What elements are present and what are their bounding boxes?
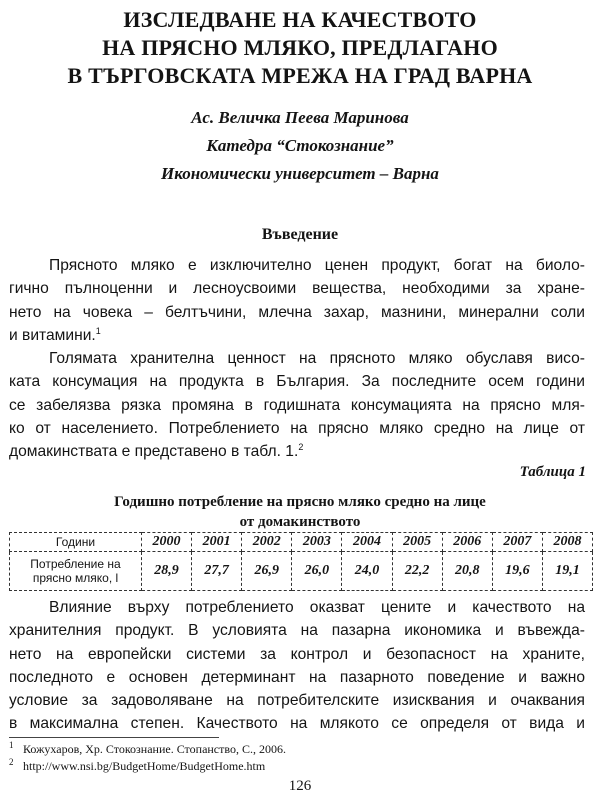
value-cell: 26,0 [292, 552, 342, 591]
value-cell: 19,6 [492, 552, 542, 591]
page-number: 126 [288, 778, 312, 794]
footnote-ref: 2 [298, 442, 304, 452]
value-cell: 19,1 [542, 552, 592, 591]
consumption-table [9, 532, 593, 591]
year-cell: 2006 [442, 533, 492, 552]
footnote-text: Кожухаров, Хр. Стокознание. Стопанство, С., 2006. [23, 742, 286, 756]
paragraph-intro-2 [9, 347, 585, 463]
text-line: се забелязва рязка промяна в годишната консумацията на прясно мля- [9, 396, 585, 414]
text-line: Прясното мляко е изключително ценен продукт, богат на биоло- [49, 257, 585, 274]
table-label: Таблица 1 [519, 464, 586, 480]
footnote-link[interactable]: http://www.nsi.bg/BudgetHome/BudgetHome.htm [23, 759, 266, 773]
caption-line: Годишно потребление на прясно мляко средно на лице [114, 494, 486, 510]
table-row-label: Потребление на прясно мляко, l [10, 552, 142, 591]
paragraph-intro-1 [9, 254, 585, 347]
value-cell: 28,9 [142, 552, 192, 591]
text-line: гично пълноценни и лесноусвоими вещества, необходими за хране- [9, 280, 585, 298]
year-cell: 2004 [342, 533, 392, 552]
author-department: Катедра “Стокознание” [206, 136, 394, 155]
footnotes [9, 741, 589, 775]
year-cell: 2001 [192, 533, 242, 552]
text-line: последното е основен детерминант на пазарното поведение и важно [9, 668, 585, 686]
table-header-label: Години [10, 533, 142, 552]
year-cell: 2008 [542, 533, 592, 552]
author-name: Ас. Величка Пеева Маринова [191, 108, 409, 127]
text-line: нето на човека – белтъчини, млечна захар, мазнини, минерални соли [9, 303, 585, 321]
year-cell: 2007 [492, 533, 542, 552]
text-line: хранителния продукт. В условията на пазарна икономика и въвежда- [9, 622, 585, 640]
paragraph-influence [9, 596, 585, 736]
text-line: и витамини.$^1$ [9, 325, 101, 344]
caption-line: от домакинството [239, 514, 361, 530]
title-line: НА ПРЯСНО МЛЯКО, ПРЕДЛАГАНО [102, 35, 498, 60]
value-cell: 24,0 [342, 552, 392, 591]
table-header-row [10, 533, 593, 552]
year-cell: 2002 [242, 533, 292, 552]
author-block [40, 104, 560, 188]
text-line: в максимална степен. Качеството на млякото се определя от вида и [9, 715, 585, 733]
value-cell: 26,9 [242, 552, 292, 591]
table-caption [20, 492, 580, 532]
author-university: Икономически университет – Варна [161, 164, 439, 183]
footnote-item: 2 http://www.nsi.bg/BudgetHome/BudgetHome.htm [9, 757, 266, 773]
title-line: В ТЪРГОВСКАТА МРЕЖА НА ГРАД ВАРНА [67, 63, 533, 88]
year-cell: 2003 [292, 533, 342, 552]
text-line: домакинствата е представено в табл. 1.$^2$ [9, 442, 304, 461]
footnote-divider [9, 737, 219, 738]
value-cell: 27,7 [192, 552, 242, 591]
text-line: условие за задоволяване на потребителските изисквания и очаквания [9, 692, 585, 710]
text-line: Влияние върху потреблението оказват цените и качеството на [49, 599, 585, 616]
section-heading: Въведение [261, 226, 339, 243]
text-line: ката консумация на продукта в България. За последните осем години [9, 373, 585, 391]
value-cell: 20,8 [442, 552, 492, 591]
text-line: Голямата хранителна ценност на прясното мляко обуславя висо- [49, 350, 585, 367]
table-data-row [10, 552, 593, 591]
footnote-item: 1 Кожухаров, Хр. Стокознание. Стопанство, С., 2006. [9, 740, 286, 756]
footnote-ref: 1 [95, 325, 101, 336]
title-line: ИЗСЛЕДВАНЕ НА КАЧЕСТВОТО [123, 7, 477, 32]
year-cell: 2000 [142, 533, 192, 552]
value-cell: 22,2 [392, 552, 442, 591]
year-cell: 2005 [392, 533, 442, 552]
text-line: нето на европейски системи за контрол и безопасност на храните, [9, 645, 585, 663]
text-line: ко от населението. Потреблението на прясно мляко средно на лице от [9, 419, 585, 437]
article-title [40, 6, 560, 90]
